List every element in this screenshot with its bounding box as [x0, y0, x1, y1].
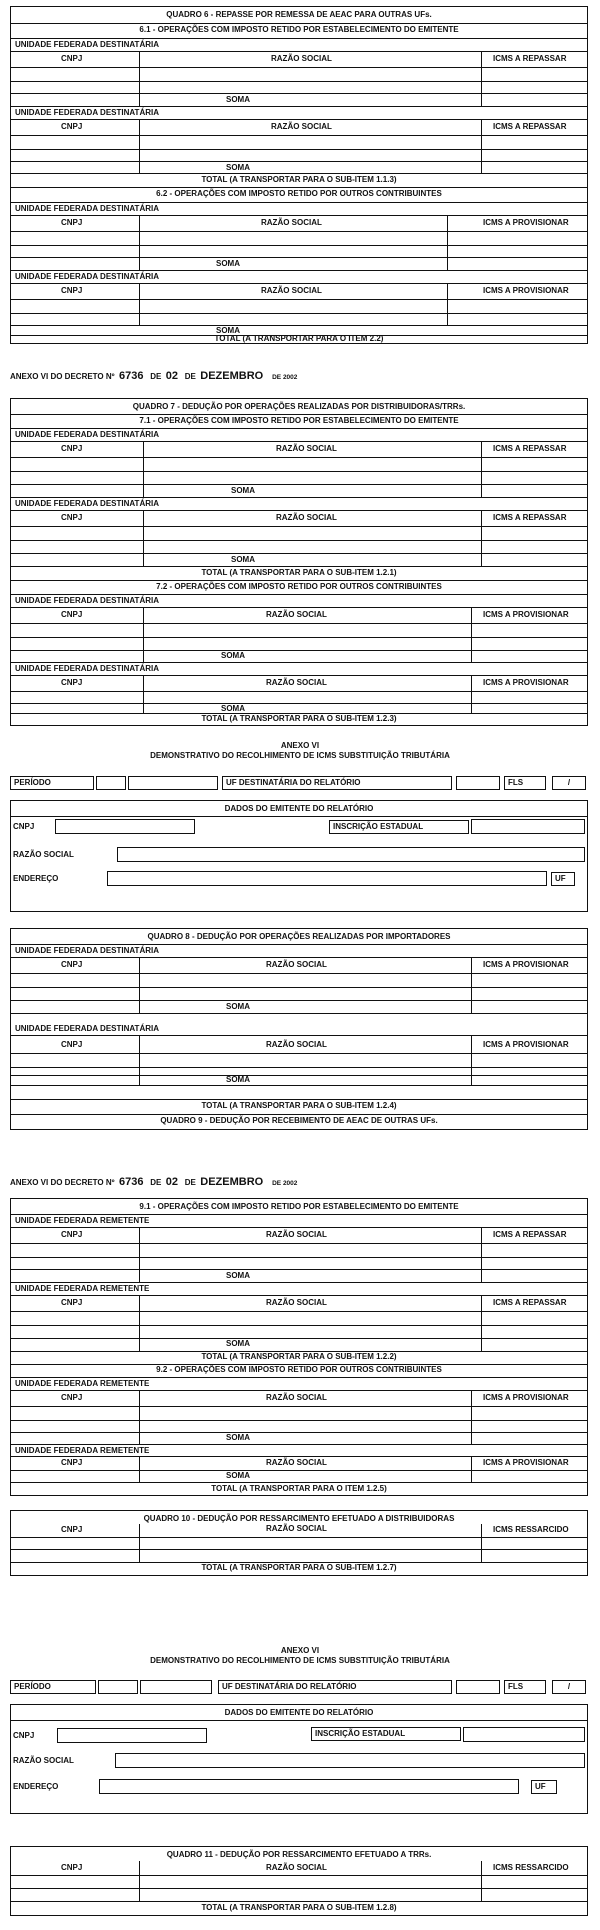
- soma-label: SOMA: [216, 259, 240, 268]
- uf-destinataria-label: UF DESTINATÁRIA DO RELATÓRIO: [218, 1680, 452, 1694]
- icms-a-provisionar-label: ICMS A PROVISIONAR: [483, 1393, 569, 1402]
- cnpj-label: CNPJ: [61, 218, 83, 227]
- soma-label: SOMA: [221, 651, 245, 660]
- quadro-7-form: [10, 398, 588, 726]
- dados-emitente-title: DADOS DO EMITENTE DO RELATÓRIO: [224, 804, 374, 813]
- quadro-10-form: [10, 1510, 588, 1576]
- annex-line: ANEXO VI DO DECRETO Nº 6736 DE 02 DE DEZEMBRO DE 2002: [10, 370, 298, 382]
- razao-social-label: RAZÃO SOCIAL: [266, 1298, 327, 1307]
- endereco-input[interactable]: [99, 1779, 519, 1794]
- uf-label: UNIDADE FEDERADA DESTINATÁRIA: [15, 108, 159, 117]
- soma-label: SOMA: [226, 1075, 250, 1084]
- annex-line: ANEXO VI DO DECRETO Nº 6736 DE 02 DE DEZEMBRO DE 2002: [10, 1176, 298, 1188]
- total-label: TOTAL (A TRANSPORTAR PARA O ITEM 2.2): [214, 334, 384, 343]
- cnpj-label: CNPJ: [61, 1230, 83, 1239]
- razao-social-label: RAZÃO SOCIAL: [271, 54, 332, 63]
- cnpj-label: CNPJ: [61, 1040, 83, 1049]
- soma-label: SOMA: [216, 326, 240, 335]
- soma-label: SOMA: [226, 163, 250, 172]
- periodo-input[interactable]: [96, 776, 126, 790]
- total-label: TOTAL (A TRANSPORTAR PARA O SUB-ITEM 1.2.2): [201, 1352, 397, 1361]
- uf-label: UNIDADE FEDERADA DESTINATÁRIA: [15, 204, 159, 213]
- razao-social-label: RAZÃO SOCIAL: [13, 850, 74, 859]
- fls-slash: /: [552, 776, 586, 790]
- icms-a-repassar-label: ICMS A REPASSAR: [493, 513, 567, 522]
- razao-social-label: RAZÃO SOCIAL: [266, 1230, 327, 1239]
- icms-a-repassar-label: ICMS A REPASSAR: [493, 1230, 567, 1239]
- endereco-label: ENDEREÇO: [13, 1782, 59, 1791]
- icms-a-repassar-label: ICMS A REPASSAR: [493, 54, 567, 63]
- report-title: DEMONSTRATIVO DO RECOLHIMENTO DE ICMS SUBSTITUIÇÃO TRIBUTÁRIA: [150, 751, 450, 760]
- cnpj-label: CNPJ: [61, 513, 83, 522]
- soma-label: SOMA: [226, 95, 250, 104]
- icms-a-provisionar-label: ICMS A PROVISIONAR: [483, 1458, 569, 1467]
- quadro-9-sub1: 9.1 - OPERAÇÕES COM IMPOSTO RETIDO POR ESTABELECIMENTO DO EMITENTE: [139, 1202, 459, 1211]
- icms-a-provisionar-label: ICMS A PROVISIONAR: [483, 610, 569, 619]
- razao-social-label: RAZÃO SOCIAL: [266, 1524, 327, 1533]
- soma-label: SOMA: [226, 1002, 250, 1011]
- icms-a-repassar-label: ICMS A REPASSAR: [493, 122, 567, 131]
- fls-slash: /: [552, 1680, 586, 1694]
- total-label: TOTAL (A TRANSPORTAR PARA O SUB-ITEM 1.2.1): [201, 568, 397, 577]
- periodo-label: PERÍODO: [10, 1680, 96, 1694]
- uf-label: UNIDADE FEDERADA DESTINATÁRIA: [15, 946, 159, 955]
- uf-destinataria-input[interactable]: [456, 776, 500, 790]
- quadro-8-form: [10, 928, 588, 1130]
- soma-label: SOMA: [226, 1339, 250, 1348]
- uf-label: UF: [551, 872, 575, 886]
- quadro-7-sub2: 7.2 - OPERAÇÕES COM IMPOSTO RETIDO POR OUTROS CONTRIBUINTES: [156, 582, 442, 591]
- soma-label: SOMA: [231, 555, 255, 564]
- cnpj-label: CNPJ: [61, 610, 83, 619]
- quadro-11-title: QUADRO 11 - DEDUÇÃO POR RESSARCIMENTO EFETUADO A TRRs.: [166, 1850, 432, 1859]
- razao-social-label: RAZÃO SOCIAL: [266, 1040, 327, 1049]
- quadro-6-form: [10, 6, 588, 344]
- razao-social-label: RAZÃO SOCIAL: [271, 122, 332, 131]
- dados-emitente-title: DADOS DO EMITENTE DO RELATÓRIO: [224, 1708, 374, 1717]
- total-label: TOTAL (A TRANSPORTAR PARA O SUB-ITEM 1.2.8): [201, 1903, 397, 1912]
- ie-input[interactable]: [471, 819, 585, 834]
- icms-a-provisionar-label: ICMS A PROVISIONAR: [483, 286, 569, 295]
- quadro-7-title: QUADRO 7 - DEDUÇÃO POR OPERAÇÕES REALIZADAS POR DISTRIBUIDORAS/TRRs.: [132, 402, 466, 411]
- fls-label: FLS: [504, 776, 546, 790]
- quadro-6-sub1: 6.1 - OPERAÇÕES COM IMPOSTO RETIDO POR ESTABELECIMENTO DO EMITENTE: [139, 25, 459, 34]
- quadro-6-sub2: 6.2 - OPERAÇÕES COM IMPOSTO RETIDO POR OUTROS CONTRIBUINTES: [156, 189, 442, 198]
- ie-label: INSCRIÇÃO ESTADUAL: [329, 820, 469, 834]
- periodo-input[interactable]: [98, 1680, 138, 1694]
- razao-social-label: RAZÃO SOCIAL: [276, 444, 337, 453]
- total-label: TOTAL (A TRANSPORTAR PARA O ITEM 1.2.5): [211, 1484, 387, 1493]
- total-label: TOTAL (A TRANSPORTAR PARA O SUB-ITEM 1.2.7): [201, 1563, 397, 1572]
- icms-a-provisionar-label: ICMS A PROVISIONAR: [483, 1040, 569, 1049]
- razao-social-label: RAZÃO SOCIAL: [261, 218, 322, 227]
- razao-social-label: RAZÃO SOCIAL: [266, 1393, 327, 1402]
- quadro-9-sub2: 9.2 - OPERAÇÕES COM IMPOSTO RETIDO POR OUTROS CONTRIBUINTES: [156, 1365, 442, 1374]
- cnpj-input[interactable]: [55, 819, 195, 834]
- quadro-7-sub1: 7.1 - OPERAÇÕES COM IMPOSTO RETIDO POR ESTABELECIMENTO DO EMITENTE: [139, 416, 459, 425]
- cnpj-label: CNPJ: [61, 1525, 83, 1534]
- cnpj-label: CNPJ: [61, 1298, 83, 1307]
- uf-label: UNIDADE FEDERADA DESTINATÁRIA: [15, 499, 159, 508]
- uf-label: UNIDADE FEDERADA DESTINATÁRIA: [15, 1024, 159, 1033]
- ie-label: INSCRIÇÃO ESTADUAL: [311, 1727, 461, 1741]
- icms-a-repassar-label: ICMS A REPASSAR: [493, 444, 567, 453]
- cnpj-label: CNPJ: [61, 1458, 83, 1467]
- icms-a-provisionar-label: ICMS A PROVISIONAR: [483, 218, 569, 227]
- uf-label: UNIDADE FEDERADA DESTINATÁRIA: [15, 40, 159, 49]
- soma-label: SOMA: [226, 1271, 250, 1280]
- icms-a-provisionar-label: ICMS A PROVISIONAR: [483, 678, 569, 687]
- uf-destinataria-label: UF DESTINATÁRIA DO RELATÓRIO: [222, 776, 452, 790]
- cnpj-label: CNPJ: [13, 1731, 35, 1740]
- quadro-9-title: QUADRO 9 - DEDUÇÃO POR RECEBIMENTO DE AEAC DE OUTRAS UFs.: [160, 1116, 438, 1125]
- soma-label: SOMA: [226, 1433, 250, 1442]
- uf-label: UNIDADE FEDERADA REMETENTE: [15, 1284, 150, 1293]
- razao-social-label: RAZÃO SOCIAL: [266, 610, 327, 619]
- uf-label: UNIDADE FEDERADA REMETENTE: [15, 1446, 150, 1455]
- endereco-input[interactable]: [107, 871, 547, 886]
- emitente-form: [10, 1704, 588, 1814]
- cnpj-label: CNPJ: [61, 678, 83, 687]
- icms-ressarcido-label: ICMS RESSARCIDO: [493, 1863, 569, 1872]
- quadro-6-title: QUADRO 6 - REPASSE POR REMESSA DE AEAC PARA OUTRAS UFs.: [166, 10, 432, 19]
- razao-social-label: RAZÃO SOCIAL: [266, 1863, 327, 1872]
- soma-label: SOMA: [226, 1471, 250, 1480]
- uf-destinataria-input[interactable]: [456, 1680, 500, 1694]
- razao-social-label: RAZÃO SOCIAL: [276, 513, 337, 522]
- uf-label: UF: [531, 1780, 557, 1794]
- razao-social-label: RAZÃO SOCIAL: [261, 286, 322, 295]
- razao-social-input[interactable]: [117, 847, 585, 862]
- cnpj-label: CNPJ: [61, 286, 83, 295]
- total-label: TOTAL (A TRANSPORTAR PARA O SUB-ITEM 1.1.3): [201, 175, 397, 184]
- report-title: DEMONSTRATIVO DO RECOLHIMENTO DE ICMS SUBSTITUIÇÃO TRIBUTÁRIA: [150, 1656, 450, 1665]
- razao-social-label: RAZÃO SOCIAL: [13, 1756, 74, 1765]
- quadro-9-form: [10, 1198, 588, 1496]
- annex-header: ANEXO VI: [280, 741, 320, 750]
- icms-ressarcido-label: ICMS RESSARCIDO: [493, 1525, 569, 1534]
- fls-label: FLS: [504, 1680, 546, 1694]
- periodo-label: PERÍODO: [10, 776, 94, 790]
- razao-social-label: RAZÃO SOCIAL: [266, 678, 327, 687]
- razao-social-input[interactable]: [115, 1753, 585, 1768]
- endereco-label: ENDEREÇO: [13, 874, 59, 883]
- razao-social-label: RAZÃO SOCIAL: [266, 1458, 327, 1467]
- periodo-input[interactable]: [140, 1680, 212, 1694]
- razao-social-label: RAZÃO SOCIAL: [266, 960, 327, 969]
- uf-label: UNIDADE FEDERADA REMETENTE: [15, 1216, 150, 1225]
- total-label: TOTAL (A TRANSPORTAR PARA O SUB-ITEM 1.2.3): [201, 714, 397, 723]
- annex-header: ANEXO VI: [280, 1646, 320, 1655]
- icms-a-provisionar-label: ICMS A PROVISIONAR: [483, 960, 569, 969]
- cnpj-label: CNPJ: [61, 1393, 83, 1402]
- cnpj-input[interactable]: [57, 1728, 207, 1743]
- total-label: TOTAL (A TRANSPORTAR PARA O SUB-ITEM 1.2.4): [201, 1101, 397, 1110]
- cnpj-label: CNPJ: [61, 444, 83, 453]
- cnpj-label: CNPJ: [13, 822, 35, 831]
- periodo-input[interactable]: [128, 776, 218, 790]
- uf-label: UNIDADE FEDERADA DESTINATÁRIA: [15, 664, 159, 673]
- quadro-10-title: QUADRO 10 - DEDUÇÃO POR RESSARCIMENTO EFETUADO A DISTRIBUIDORAS: [143, 1514, 455, 1523]
- uf-label: UNIDADE FEDERADA DESTINATÁRIA: [15, 272, 159, 281]
- uf-label: UNIDADE FEDERADA DESTINATÁRIA: [15, 430, 159, 439]
- emitente-form: [10, 800, 588, 912]
- uf-label: UNIDADE FEDERADA DESTINATÁRIA: [15, 596, 159, 605]
- cnpj-label: CNPJ: [61, 122, 83, 131]
- uf-label: UNIDADE FEDERADA REMETENTE: [15, 1379, 150, 1388]
- cnpj-label: CNPJ: [61, 54, 83, 63]
- ie-input[interactable]: [463, 1727, 585, 1742]
- icms-a-repassar-label: ICMS A REPASSAR: [493, 1298, 567, 1307]
- soma-label: SOMA: [221, 704, 245, 713]
- cnpj-label: CNPJ: [61, 1863, 83, 1872]
- quadro-11-form: [10, 1846, 588, 1916]
- quadro-8-title: QUADRO 8 - DEDUÇÃO POR OPERAÇÕES REALIZADAS POR IMPORTADORES: [147, 932, 451, 941]
- cnpj-label: CNPJ: [61, 960, 83, 969]
- soma-label: SOMA: [231, 486, 255, 495]
